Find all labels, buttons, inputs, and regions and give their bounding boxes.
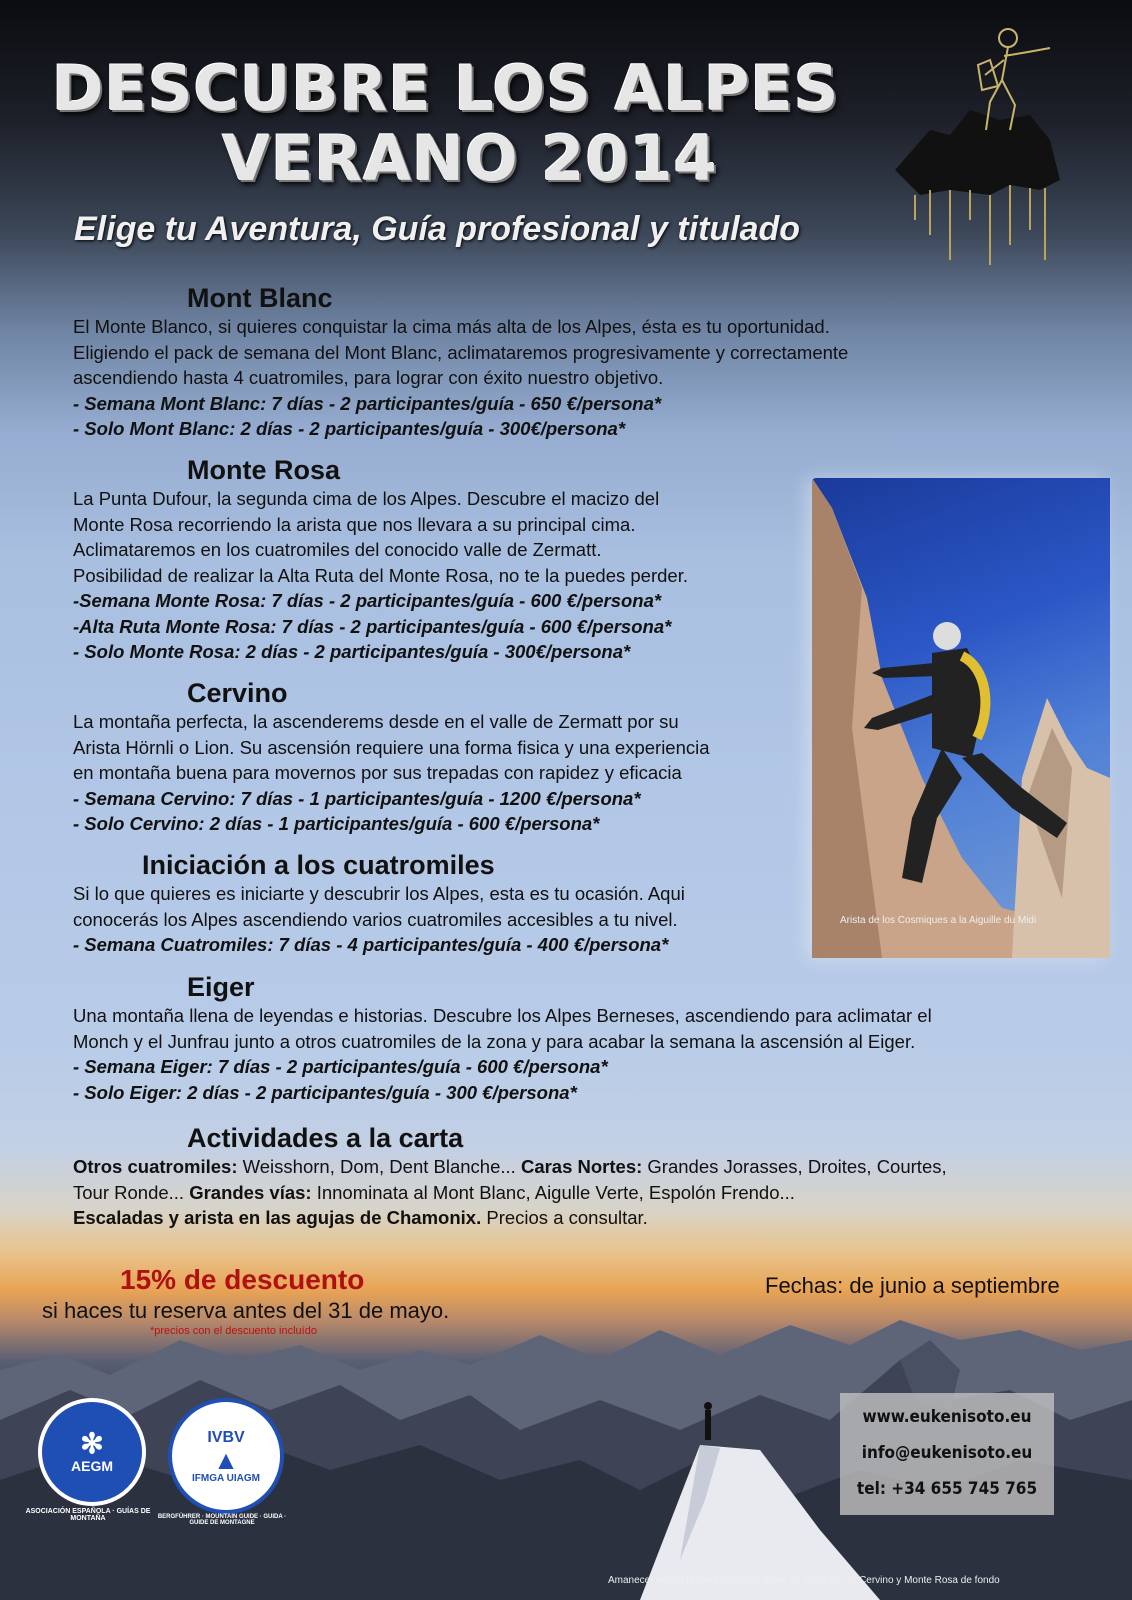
text-line: conocerás los Alpes ascendiendo varios cuatromiles accesibles a tu nivel. xyxy=(73,908,678,930)
phone-number[interactable]: tel: +34 655 745 765 xyxy=(856,1479,1038,1499)
price-line: - Solo Eiger: 2 días - 2 participantes/guía - 300 €/persona* xyxy=(73,1081,577,1103)
page-subtitle: Elige tu Aventura, Guía profesional y titulado xyxy=(74,210,801,248)
section-title-cervino: Cervino xyxy=(187,678,288,708)
text-line xyxy=(73,1154,947,1180)
price-line: -Semana Monte Rosa: 7 días - 2 participantes/guía - 600 €/persona* xyxy=(73,590,662,611)
contact-box xyxy=(840,1393,1054,1515)
ifmga-logo xyxy=(168,1398,284,1514)
text-line: Eligiendo el pack de semana del Mont Blanc, aclimataremos progresivamente y correctamente xyxy=(73,341,849,363)
ifmga-label: IFMGA UIAGM xyxy=(192,1472,260,1484)
edelweiss-icon: ✻ xyxy=(80,1428,104,1459)
section-carta xyxy=(73,1154,947,1231)
aegm-ring-text: ASOCIACIÓN ESPAÑOLA · GUÍAS DE MONTAÑA xyxy=(25,1508,151,1522)
climber-silhouette-icon xyxy=(890,20,1080,270)
section-title-carta: Actividades a la carta xyxy=(187,1123,464,1153)
price-line: -Alta Ruta Monte Rosa: 7 días - 2 participantes/guía - 600 €/persona* xyxy=(73,615,672,637)
text-line: El Monte Blanco, si quieres conquistar la cima más alta de los Alpes, ésta es tu oportunidad. xyxy=(73,316,830,337)
page-title-line1: DESCUBRE LOS ALPES xyxy=(52,52,840,125)
price-line: - Semana Eiger: 7 días - 2 participantes/guía - 600 €/persona* xyxy=(73,1056,608,1077)
section-title-monte-rosa: Monte Rosa xyxy=(187,455,341,485)
climbing-photo xyxy=(812,478,1110,958)
price-line: - Semana Cervino: 7 días - 1 participantes/guía - 1200 €/persona* xyxy=(73,787,641,809)
text-span: Weisshorn, Dom, Dent Blanche... xyxy=(237,1156,521,1177)
aegm-logo-text xyxy=(71,1430,113,1474)
price-line: - Solo Mont Blanc: 2 días - 2 participantes/guía - 300€/persona* xyxy=(73,418,626,439)
text-line: Si lo que quieres es iniciarte y descubrir los Alpes, esta es tu ocasión. Aqui xyxy=(73,883,685,904)
text-line xyxy=(73,1180,947,1206)
photo-caption: Arista de los Cosmiques a la Aiguille du Midi xyxy=(840,915,1037,926)
text-line: Arista Hörnli o Lion. Su ascensión requiere una forma fisica y una experiencia xyxy=(73,736,710,758)
text-line: en montaña buena para movernos por sus trepadas con rapidez y eficacia xyxy=(73,762,682,783)
price-line: - Solo Cervino: 2 días - 1 participantes/guía - 600 €/persona* xyxy=(73,813,600,834)
section-cervino xyxy=(73,709,710,837)
text-line: La Punta Dufour, la segunda cima de los Alpes. Descubre el macizo del xyxy=(73,488,660,509)
mountain-icon: ▲ xyxy=(213,1444,239,1475)
bold-label: Grandes vías: xyxy=(189,1181,312,1203)
bold-label: Caras Nortes: xyxy=(520,1156,643,1177)
section-monte-rosa xyxy=(73,486,688,665)
text-line: Aclimataremos en los cuatromiles del conocido valle de Zermatt. xyxy=(73,539,602,560)
text-line xyxy=(73,1205,947,1231)
website-link[interactable]: www.eukenisoto.eu xyxy=(862,1407,1032,1427)
discount-detail: si haces tu reserva antes del 31 de mayo. xyxy=(42,1298,450,1323)
section-iniciacion xyxy=(73,881,685,958)
discount-headline: 15% de descuento xyxy=(120,1264,365,1295)
aegm-logo xyxy=(38,1398,146,1506)
bold-label: Escaladas y arista en las agujas de Chamonix. xyxy=(73,1207,482,1228)
dates-text: Fechas: de junio a septiembre xyxy=(765,1273,1060,1298)
section-title-eiger: Eiger xyxy=(187,972,255,1002)
text-span: Innominata al Mont Blanc, Aigulle Verte, Espolón Frendo... xyxy=(311,1181,795,1203)
discount-note: *precios con el descuento incluído xyxy=(150,1325,317,1337)
page-title-line2: VERANO 2014 xyxy=(222,122,718,195)
text-span: Grandes Jorasses, Droites, Courtes, xyxy=(642,1156,947,1177)
bold-label: Otros cuatromiles: xyxy=(73,1156,238,1177)
section-eiger xyxy=(73,1003,932,1105)
text-line: Posibilidad de realizar la Alta Ruta del Monte Rosa, no te la puedes perder. xyxy=(73,564,688,586)
ifmga-ring-text: BERGFÜHRER · MOUNTAIN GUIDE · GUIDA · GUIDE DE MONTAGNE xyxy=(157,1514,287,1526)
ivbv-label: IVBV xyxy=(207,1428,245,1446)
price-line: - Semana Mont Blanc: 7 días - 2 participantes/guía - 650 €/persona* xyxy=(73,392,662,414)
price-line: - Semana Cuatromiles: 7 días - 4 participantes/guía - 400 €/persona* xyxy=(73,934,669,955)
section-title-iniciacion: Iniciación a los cuatromiles xyxy=(142,850,495,880)
section-title-mont-blanc: Mont Blanc xyxy=(187,283,333,313)
text-line: Monte Rosa recorriendo la arista que nos llevara a su principal cima. xyxy=(73,513,636,535)
section-mont-blanc xyxy=(73,314,848,442)
ifmga-logo-text xyxy=(192,1429,260,1484)
footer-caption: Amanecer desde la cima del Mont Blanc de Tacul con el Cervino y Monte Rosa de fondo xyxy=(608,1575,1000,1586)
text-line: La montaña perfecta, la ascenderems desde en el valle de Zermatt por su xyxy=(73,711,679,732)
text-line: ascendiendo hasta 4 cuatromiles, para lograr con éxito nuestro objetivo. xyxy=(73,367,664,388)
text-span: Precios a consultar. xyxy=(481,1207,648,1228)
email-link[interactable]: info@eukenisoto.eu xyxy=(861,1443,1033,1463)
text-span: Tour Ronde... xyxy=(73,1181,190,1203)
text-line: Una montaña llena de leyendas e historias. Descubre los Alpes Berneses, ascendiendo para aclimatar el xyxy=(73,1005,932,1026)
text-line: Monch y el Junfrau junto a otros cuatromiles de la zona y para acabar la semana la ascensión al Eiger. xyxy=(73,1030,916,1052)
aegm-label: AEGM xyxy=(71,1458,113,1474)
price-line: - Solo Monte Rosa: 2 días - 2 participantes/guía - 300€/persona* xyxy=(73,641,631,662)
